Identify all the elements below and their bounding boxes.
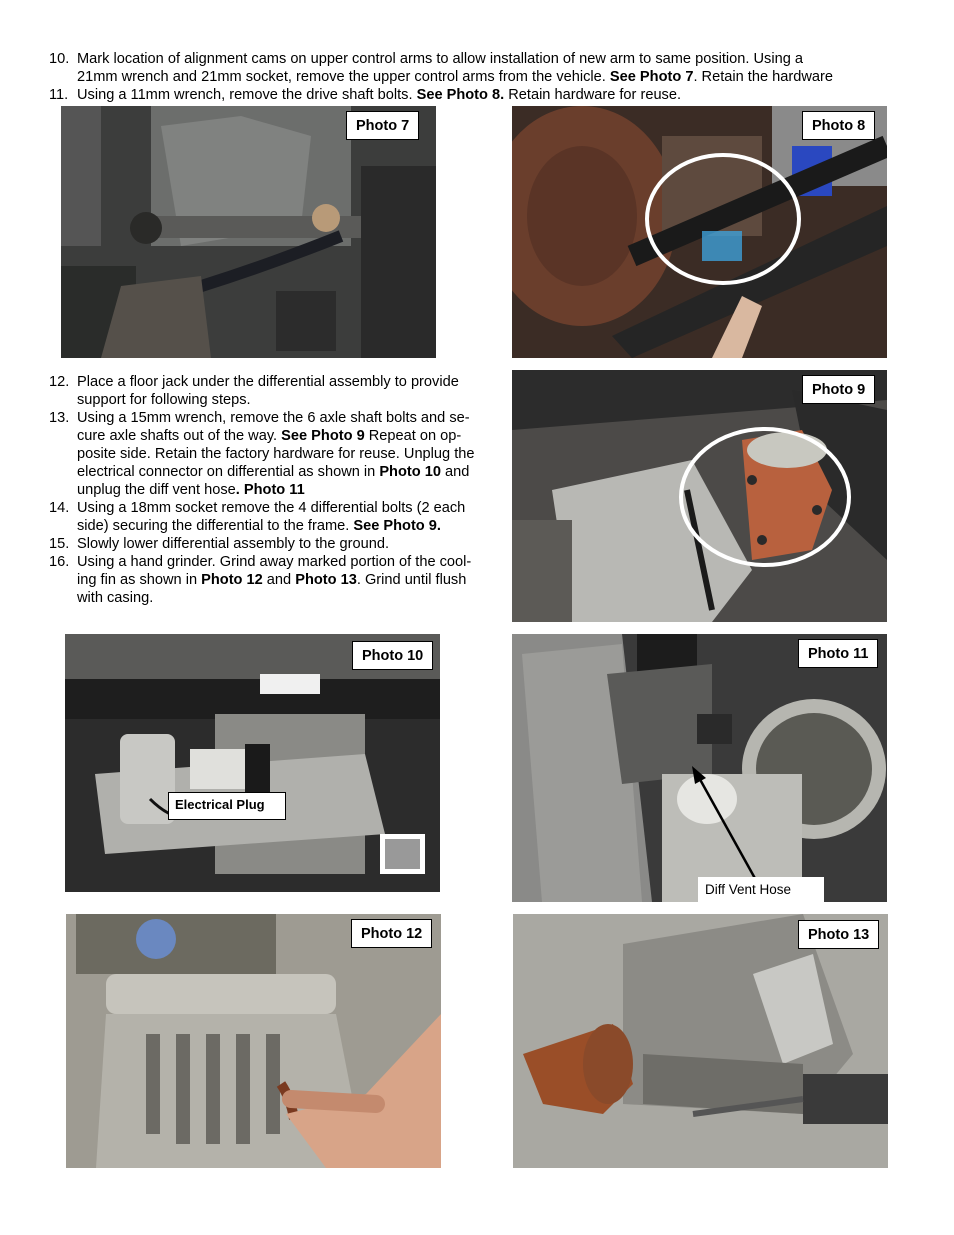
- step-segment: Place a floor jack under the differential assembly to provide: [77, 374, 459, 390]
- step-emphasis: . Photo 11: [235, 482, 305, 498]
- step-number: 10.: [49, 51, 70, 67]
- step-segment: Slowly lower differential assembly to the ground.: [77, 536, 390, 552]
- step-text: [77, 373, 459, 409]
- photo-9-image: [512, 370, 887, 622]
- photo-7-label: Photo 7: [346, 111, 419, 140]
- step-segment: and: [440, 464, 470, 480]
- photo-11-image: [512, 634, 887, 902]
- photo-9-illustration: [512, 370, 887, 622]
- photo-13-illustration: [513, 914, 888, 1168]
- electrical-plug-callout: Electrical Plug: [168, 792, 286, 820]
- photo-10-image: [65, 634, 440, 892]
- step-emphasis: Photo 12: [201, 572, 263, 588]
- step-line: [77, 499, 465, 517]
- step-segment: 21mm wrench and 21mm socket, remove the upper control arms from the vehicle.: [77, 69, 610, 85]
- step-segment: support for following steps.: [77, 392, 251, 408]
- step-line: [77, 445, 475, 463]
- photo-13-label: Photo 13: [798, 920, 879, 949]
- step-segment: Mark location of alignment cams on upper control arms to allow installation of new arm to same position. Using a: [77, 51, 803, 67]
- step-line: [77, 427, 475, 445]
- step-text: [77, 50, 833, 86]
- step-segment: . Grind until flush: [356, 572, 467, 588]
- step-segment: . Retain the hardware: [693, 69, 833, 85]
- photo-8-illustration: [512, 106, 887, 358]
- step-emphasis: See Photo 9.: [353, 518, 441, 534]
- step-line: [77, 463, 475, 481]
- step-segment: ing fin as shown in: [77, 572, 202, 588]
- photo-7-illustration: [61, 106, 436, 358]
- step-text: [77, 553, 471, 607]
- photo-8-image: [512, 106, 887, 358]
- step-text: [77, 535, 389, 553]
- step-emphasis: Photo 13: [295, 572, 357, 588]
- step-segment: side) securing the differential to the frame.: [77, 518, 354, 534]
- step-emphasis: Photo 10: [379, 464, 441, 480]
- step-line: [77, 50, 833, 68]
- step-line: [77, 409, 475, 427]
- step-text: [77, 86, 681, 104]
- photo-12-label: Photo 12: [351, 919, 432, 948]
- step-segment: unplug the diff vent hose: [77, 482, 236, 498]
- step-segment: electrical connector on differential as shown in: [77, 464, 380, 480]
- step-segment: Retain hardware for reuse.: [504, 87, 682, 103]
- photo-10-label: Photo 10: [352, 641, 433, 670]
- step-number: 12.: [49, 374, 70, 390]
- step-segment: Using a 15mm wrench, remove the 6 axle shaft bolts and se-: [77, 410, 470, 426]
- step-number: 14.: [49, 500, 70, 516]
- photo-10-illustration: [65, 634, 440, 892]
- step-text: [77, 499, 465, 535]
- step-segment: posite side. Retain the factory hardware for reuse. Unplug the: [77, 446, 475, 462]
- diff-vent-hose-callout: Diff Vent Hose: [698, 877, 824, 902]
- step-line: [77, 373, 459, 391]
- step-number: 11.: [49, 87, 69, 103]
- photo-7-image: [61, 106, 436, 358]
- step-number: 16.: [49, 554, 70, 570]
- step-text: [77, 409, 475, 499]
- step-line: [77, 391, 459, 409]
- photo-12-illustration: [66, 914, 441, 1168]
- step-line: [77, 68, 833, 86]
- step-line: [77, 589, 471, 607]
- photo-11-illustration: [512, 634, 887, 902]
- step-line: [77, 481, 475, 499]
- photo-13-image: [513, 914, 888, 1168]
- step-segment: with casing.: [77, 590, 154, 606]
- step-line: [77, 553, 471, 571]
- photo-12-image: [66, 914, 441, 1168]
- photo-11-label: Photo 11: [798, 639, 878, 668]
- step-emphasis: See Photo 9: [281, 428, 365, 444]
- step-emphasis: See Photo 7: [609, 69, 694, 85]
- step-segment: and: [262, 572, 296, 588]
- step-line: [77, 86, 681, 104]
- step-number: 13.: [49, 410, 70, 426]
- step-segment: Repeat on op-: [364, 428, 462, 444]
- step-number: 15.: [49, 536, 70, 552]
- step-segment: cure axle shafts out of the way.: [77, 428, 282, 444]
- step-segment: Using a 11mm wrench, remove the drive shaft bolts.: [77, 87, 417, 103]
- step-line: [77, 571, 471, 589]
- step-segment: Using a hand grinder. Grind away marked portion of the cool-: [77, 554, 472, 570]
- photo-8-label: Photo 8: [802, 111, 875, 140]
- step-emphasis: See Photo 8.: [416, 87, 505, 103]
- step-line: [77, 535, 389, 553]
- step-segment: Using a 18mm socket remove the 4 differential bolts (2 each: [77, 500, 466, 516]
- step-line: [77, 517, 465, 535]
- photo-9-label: Photo 9: [802, 375, 875, 404]
